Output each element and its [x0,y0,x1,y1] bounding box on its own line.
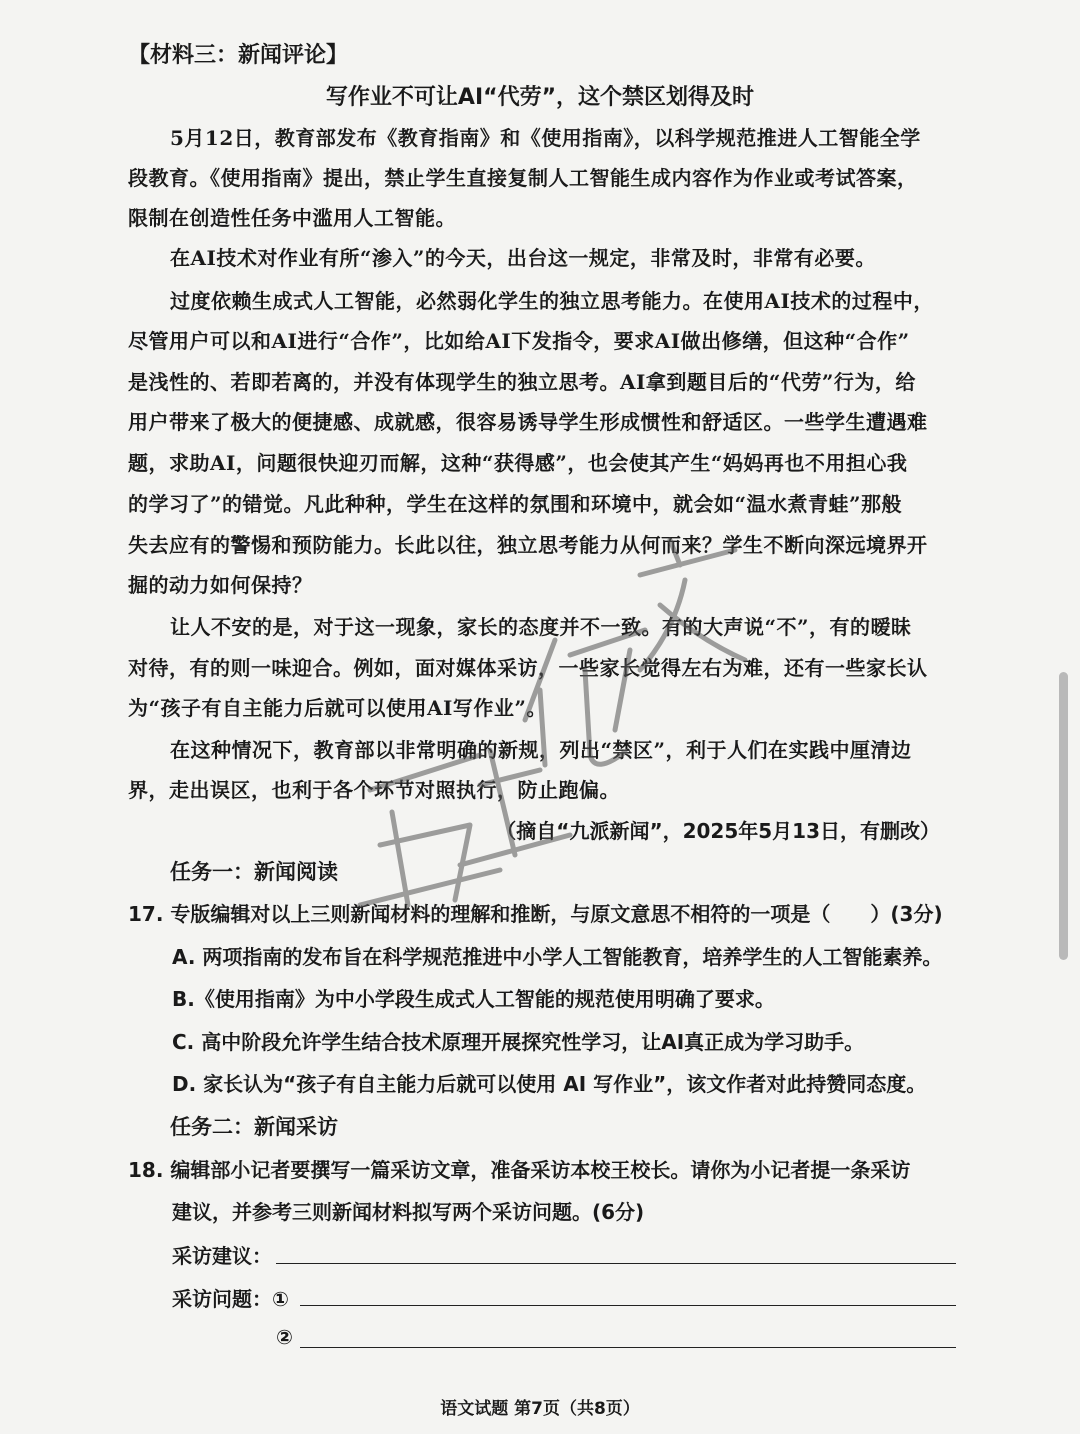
scrollbar-thumb[interactable] [1059,672,1068,960]
suggestion-label: 采访建议： [172,1244,272,1268]
article-line: 过度依赖生成式人工智能，必然弱化学生的独立思考能力。在使用AI技术的过程中， [170,289,934,313]
article-line: 让人不安的是，对于这一现象，家长的态度并不一致。有的大声说“不”，有的暧昧 [170,615,912,639]
article-line: 5月12日，教育部发布《教育指南》和《使用指南》，以科学规范推进人工智能全学 [170,126,921,150]
article-line: 在AI技术对作业有所“渗入”的今天，出台这一规定，非常及时，非常有必要。 [170,246,876,270]
article-line: 在这种情况下，教育部以非常明确的新规，列出“禁区”，利于人们在实践中厘清边 [170,738,912,762]
article-line: 失去应有的警惕和预防能力。长此以往，独立思考能力从何而来？学生不断向深远境界开 [128,533,928,557]
watermark-glyph [640,540,745,670]
article-line: 为“孩子有自主能力后就可以使用AI写作业”。 [128,696,547,720]
question2-answer-line[interactable] [300,1347,956,1348]
task2-heading: 任务二：新闻采访 [170,1115,338,1139]
question1-answer-line[interactable] [300,1305,956,1306]
article-source: （摘自“九派新闻”，2025年5月13日，有删改） [496,819,940,843]
article-line: 掘的动力如何保持？ [128,573,313,597]
suggestion-answer-line[interactable] [276,1263,956,1264]
option-c: C. 高中阶段允许学生结合技术原理开展探究性学习，让AI真正成为学习助手。 [172,1030,865,1054]
option-b: B.《使用指南》为中小学段生成式人工智能的规范使用明确了要求。 [172,987,775,1011]
task1-heading: 任务一：新闻阅读 [170,860,338,884]
article-line: 题，求助AI，问题很快迎刃而解，这种“获得感”，也会使其产生“妈妈再也不用担心我 [128,451,908,475]
question2-marker: ② [276,1325,293,1349]
article-line: 对待，有的则一味迎合。例如，面对媒体采访，一些家长觉得左右为难，还有一些家长认 [128,656,928,680]
article-line: 用户带来了极大的便捷感、成就感，很容易诱导学生形成惯性和舒适区。一些学生遭遇难 [128,410,928,434]
option-d: D. 家长认为“孩子有自主能力后就可以使用 AI 写作业”，该文作者对此持赞同态度。 [172,1072,927,1096]
article-line: 界，走出误区，也利于各个环节对照执行，防止跑偏。 [128,778,620,802]
question-18-line1: 18. 编辑部小记者要撰写一篇采访文章，准备采访本校王校长。请你为小记者提一条采访 [128,1158,911,1182]
page-footer: 语文试题 第7页（共8页） [440,1399,640,1419]
article-line: 的学习了”的错觉。凡此种种，学生在这样的氛围和环境中，就会如“温水煮青蛙”那般 [128,492,903,516]
article-line: 是浅性的、若即若离的，并没有体现学生的独立思考。AI拿到题目后的“代劳”行为，给 [128,370,916,394]
article-line: 限制在创造性任务中滥用人工智能。 [128,206,456,230]
watermark-glyph [460,750,570,865]
question-18-line2: 建议，并参考三则新闻材料拟写两个采访问题。(6分) [172,1200,645,1224]
question-17: 17. 专版编辑对以上三则新闻材料的理解和推断，与原文意思不相符的一项是（ ）(3分) [128,902,943,926]
article-line: 段教育。《使用指南》提出，禁止学生直接复制人工智能生成内容作为作业或考试答案， [128,166,918,190]
section-label: 【材料三：新闻评论】 [128,43,349,68]
article-line: 尽管用户可以和AI进行“合作”，比如给AI下发指令，要求AI做出修缮，但这种“合作” [128,329,910,353]
article-title: 写作业不可让AI“代劳”，这个禁区划得及时 [325,85,755,110]
questions-label: 采访问题：① [172,1287,289,1311]
option-a: A. 两项指南的发布旨在科学规范推进中小学人工智能教育，培养学生的人工智能素养。 [172,945,943,969]
